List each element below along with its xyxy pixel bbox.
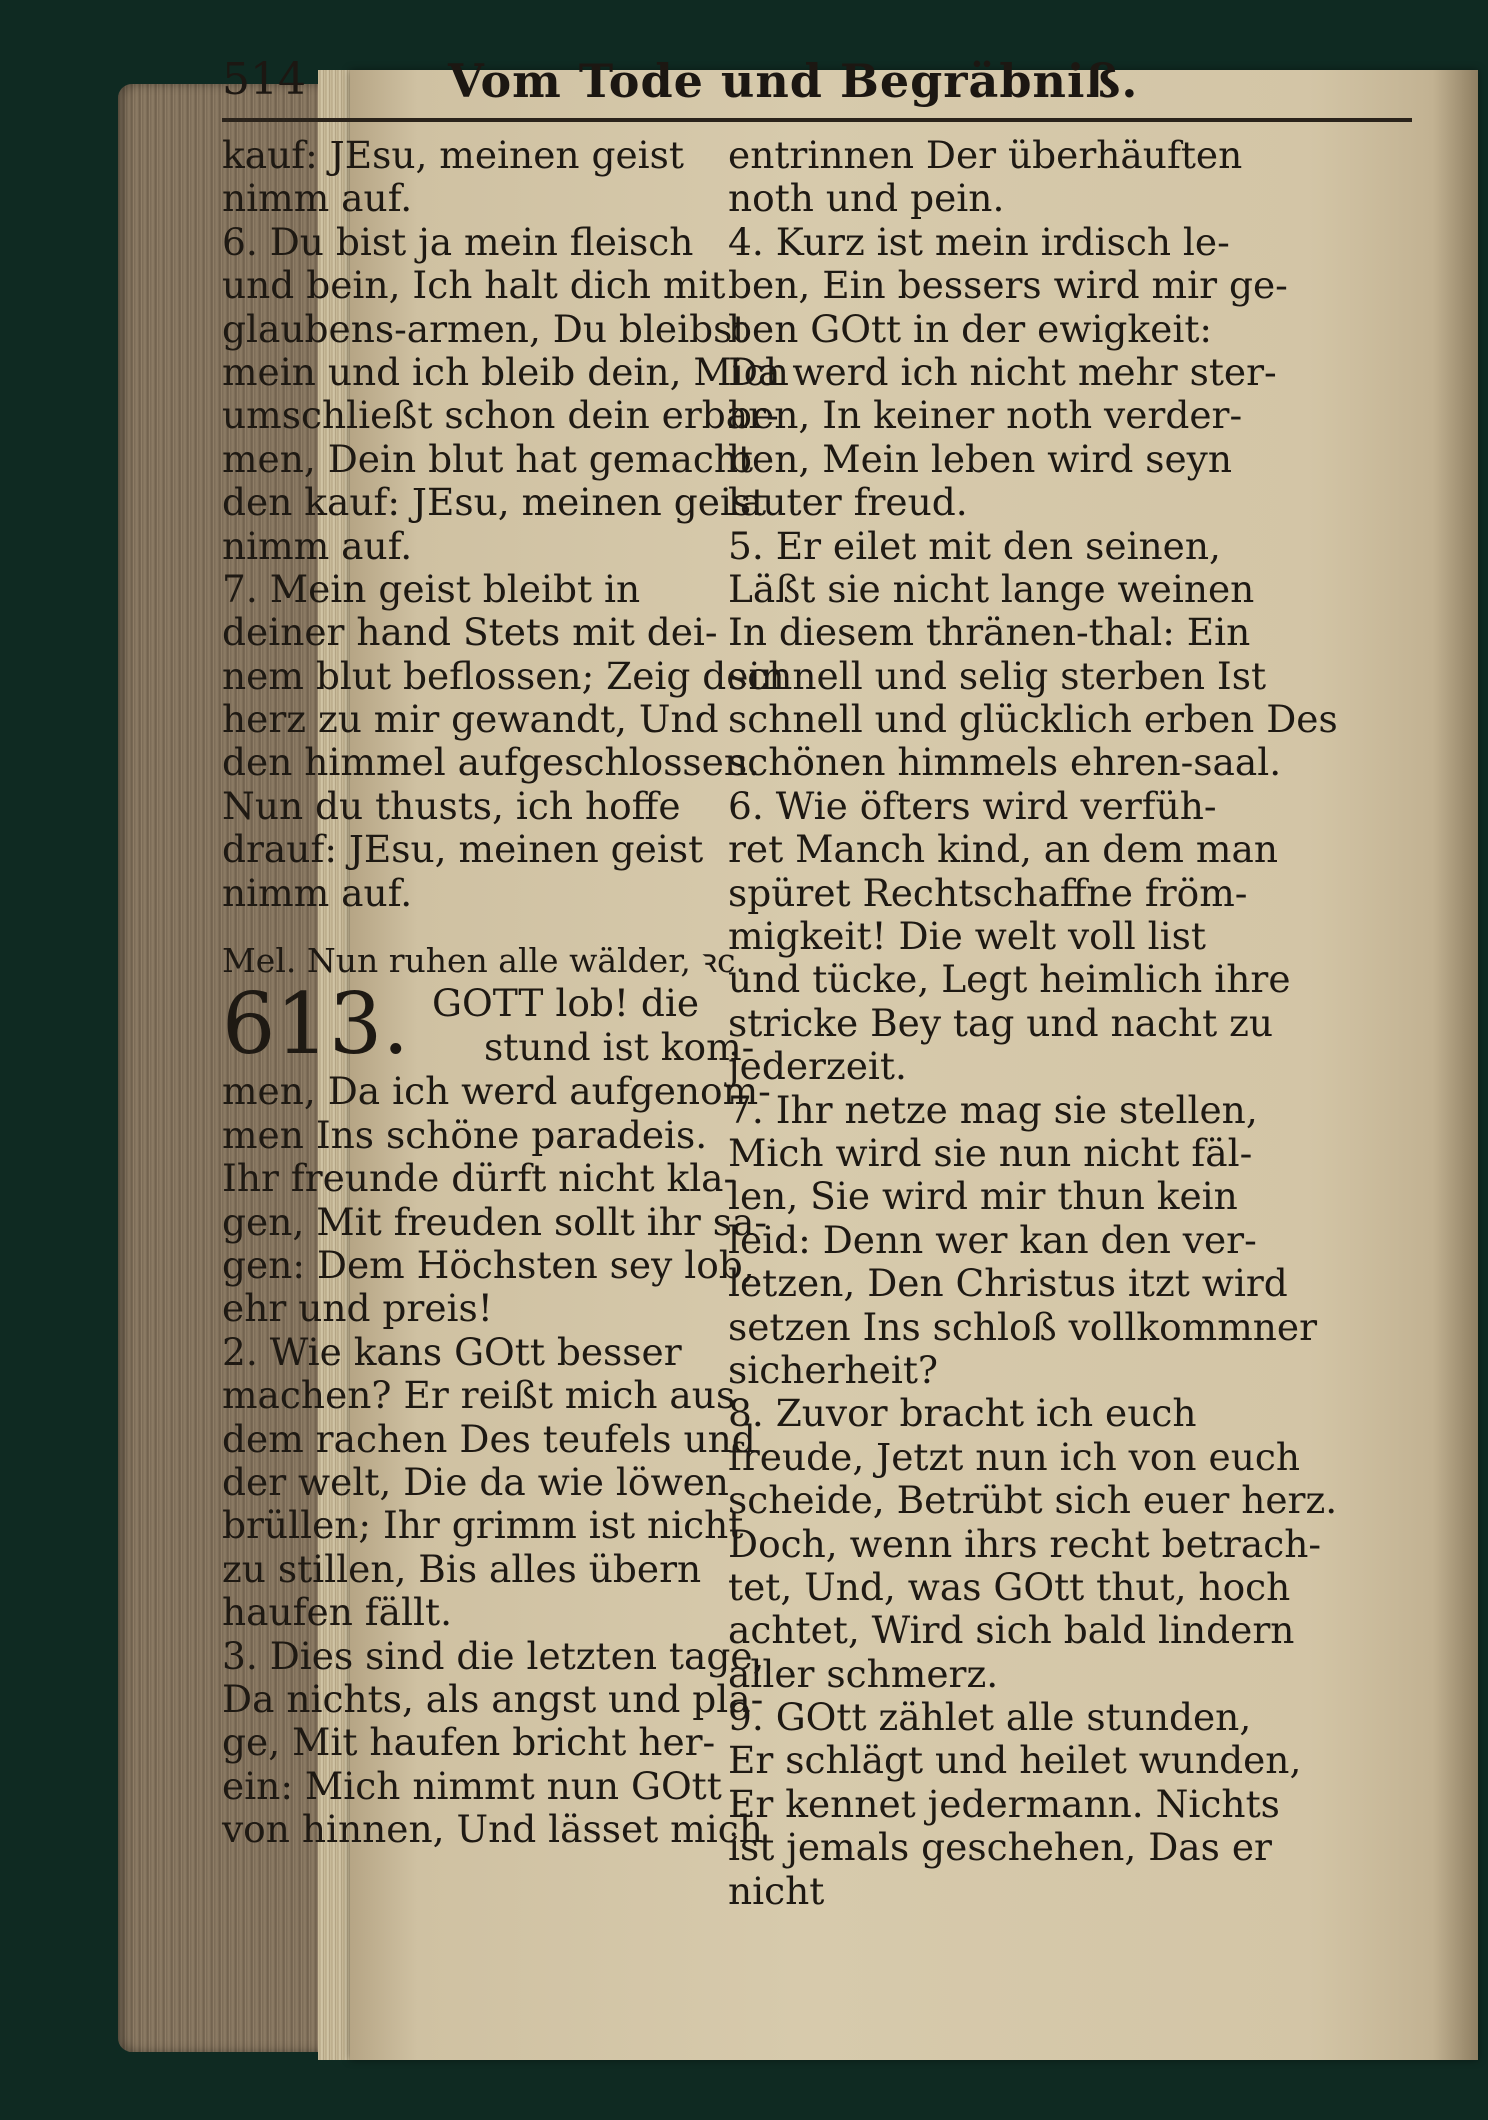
left-column (222, 133, 789, 1852)
header-rule (222, 118, 1412, 122)
hymn-number: 613. (222, 975, 410, 1074)
text-line: herz zu mir gewandt, Und (222, 697, 719, 742)
hymn-heading (222, 975, 755, 1074)
text-line: 7. Ihr netze mag sie stellen, (728, 1087, 1258, 1132)
text-line: Da nichts, als angst und pla- (222, 1676, 764, 1721)
text-line: ben GOtt in der ewigkeit: (728, 306, 1213, 351)
text-line: Ihr freunde dürft nicht kla- (222, 1156, 737, 1201)
text-line: 8. Zuvor bracht ich euch (728, 1391, 1197, 1436)
text-line: haufen fällt. (222, 1590, 453, 1635)
text-line: 2. Wie kans GOtt besser (222, 1329, 682, 1374)
text-line: men Ins schöne paradeis. (222, 1112, 708, 1157)
text-line: 9. GOtt zählet alle stunden, (728, 1695, 1252, 1740)
text-line: brüllen; Ihr grimm ist nicht (222, 1503, 744, 1548)
text-line: freude, Jetzt nun ich von euch (728, 1434, 1301, 1479)
text-line: spüret Rechtschaffne fröm- (728, 870, 1248, 915)
text-line: schnell und glücklich erben Des (728, 697, 1338, 742)
left-text-block-b (222, 1069, 771, 1852)
text-line: scheide, Betrübt sich euer herz. (728, 1478, 1338, 1523)
text-line: gen: Dem Höchsten sey lob, (222, 1242, 755, 1287)
text-line: nem blut beflossen; Zeig dein (222, 653, 785, 698)
text-line: von hinnen, Und lässet mich (222, 1807, 763, 1852)
text-line: In diesem thränen-thal: Ein (728, 610, 1251, 655)
spacer (222, 915, 702, 939)
text-line: migkeit! Die welt voll list (728, 914, 1206, 959)
text-line: ist jemals geschehen, Das er (728, 1825, 1272, 1870)
text-line: der welt, Die da wie löwen (222, 1459, 729, 1504)
right-column (728, 134, 1418, 1913)
text-line: glaubens-armen, Du bleibst (222, 306, 748, 351)
text-line: 3. Dies sind die letzten tage, (222, 1633, 765, 1678)
text-line: nicht (728, 1868, 825, 1913)
text-line: dem rachen Des teufels und (222, 1416, 756, 1461)
text-line: schönen himmels ehren-saal. (728, 740, 1282, 785)
text-line: achtet, Wird sich bald lindern (728, 1608, 1295, 1653)
text-line: ret Manch kind, an dem man (728, 827, 1278, 872)
text-line: Nun du thusts, ich hoffe (222, 783, 681, 828)
text-line: kauf: JEsu, meinen geist (222, 133, 684, 177)
text-line: tet, Und, was GOtt thut, hoch (728, 1564, 1291, 1609)
text-line: len, Sie wird mir thun kein (728, 1174, 1238, 1219)
text-line: 6. Wie öfters wird verfüh- (728, 783, 1217, 828)
left-text-block-a (222, 133, 789, 915)
text-line: Da werd ich nicht mehr ster- (728, 349, 1277, 394)
text-line: den kauf: JEsu, meinen geist (222, 480, 767, 525)
text-line: lauter freud. (728, 480, 968, 525)
text-line: deiner hand Stets mit dei- (222, 610, 718, 655)
melody-line: Mel. Nun ruhen alle wälder, ꝛc. (222, 941, 746, 981)
text-line: noth und pein. (728, 176, 1005, 221)
text-line: ge, Mit haufen bricht her- (222, 1720, 716, 1765)
text-line: sicherheit? (728, 1347, 939, 1392)
text-line: umschließt schon dein erbar- (222, 393, 779, 438)
text-line: nimm auf. (222, 870, 413, 915)
hymn-second-line: stund ist kom- (484, 1025, 755, 1070)
hymn-first-line: GOTT lob! die (432, 981, 700, 1026)
text-line: leid: Denn wer kan den ver- (728, 1217, 1257, 1262)
text-line: schnell und selig sterben Ist (728, 653, 1267, 698)
text-line: 7. Mein geist bleibt in (222, 566, 641, 611)
text-line: Läßt sie nicht lange weinen (728, 566, 1255, 611)
text-line: stricke Bey tag und nacht zu (728, 1000, 1274, 1045)
text-line: 5. Er eilet mit den seinen, (728, 523, 1221, 568)
text-line: und tücke, Legt heimlich ihre (728, 957, 1291, 1002)
page-number: 514 (222, 54, 306, 105)
text-line: ben, Mein leben wird seyn (728, 436, 1233, 481)
text-line: ben, Ein bessers wird mir ge- (728, 263, 1288, 308)
text-line: ein: Mich nimmt nun GOtt (222, 1763, 722, 1808)
page-header (222, 54, 1422, 124)
text-line: jederzeit. (728, 1044, 907, 1089)
text-line: Er schlägt und heilet wunden, (728, 1738, 1302, 1783)
text-line: Er kennet jedermann. Nichts (728, 1781, 1280, 1826)
text-line: den himmel aufgeschlossen. (222, 740, 760, 785)
text-line: zu stillen, Bis alles übern (222, 1546, 702, 1591)
text-line: letzen, Den Christus itzt wird (728, 1261, 1288, 1306)
text-line: gen, Mit freuden sollt ihr sa- (222, 1199, 768, 1244)
text-line: 6. Du bist ja mein fleisch (222, 219, 694, 264)
text-line: aller schmerz. (728, 1651, 999, 1696)
text-line: nimm auf. (222, 523, 413, 568)
text-line: setzen Ins schloß vollkommner (728, 1304, 1318, 1349)
text-line: 4. Kurz ist mein irdisch le- (728, 219, 1230, 264)
text-line: Mich wird sie nun nicht fäl- (728, 1130, 1253, 1175)
text-line: drauf: JEsu, meinen geist (222, 827, 704, 872)
text-line: men, Dein blut hat gemacht (222, 436, 754, 481)
text-line: men, Da ich werd aufgenom- (222, 1069, 771, 1114)
text-line: mein und ich bleib dein, Mich (222, 349, 789, 394)
text-line: machen? Er reißt mich aus (222, 1373, 736, 1418)
text-line: Doch, wenn ihrs recht betrach- (728, 1521, 1322, 1566)
text-line: und bein, Ich halt dich mit (222, 263, 726, 308)
text-line: ben, In keiner noth verder- (728, 393, 1243, 438)
text-line: nimm auf. (222, 176, 413, 221)
running-title: Vom Tode und Begräbniß. (448, 54, 1139, 108)
text-line: entrinnen Der überhäuften (728, 133, 1243, 177)
text-line: ehr und preis! (222, 1286, 493, 1331)
